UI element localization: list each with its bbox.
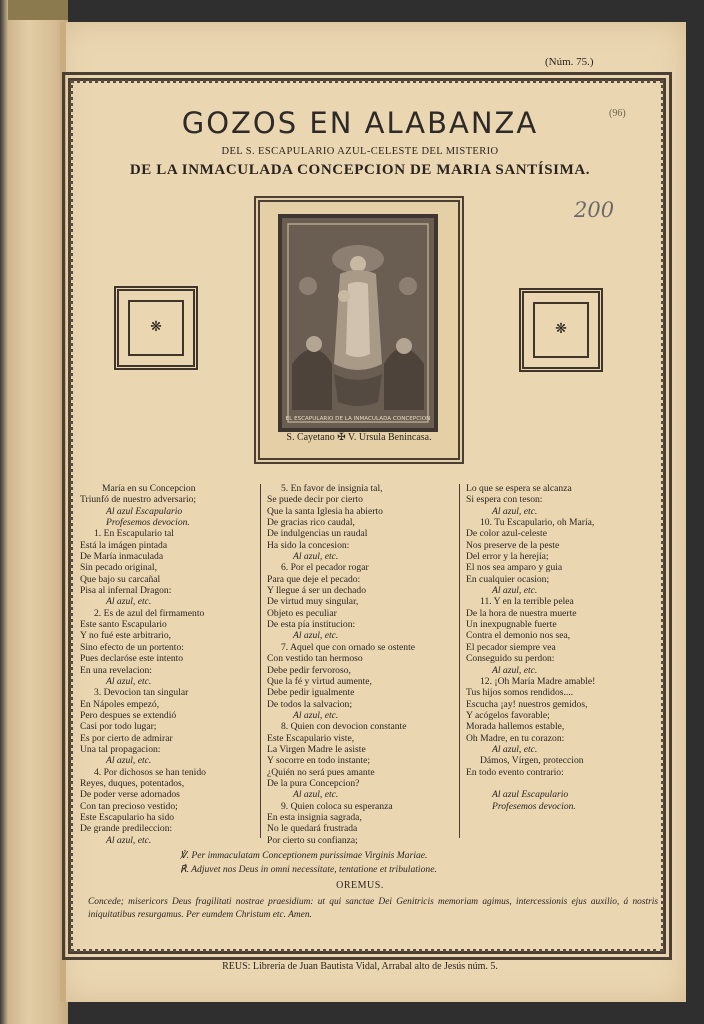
pencil-mark: 200 [574, 198, 615, 222]
verse-line: 10. Tu Escapulario, oh María, [480, 517, 595, 529]
book-binding [0, 0, 68, 1024]
verse-line: El pecador siempre vea [466, 641, 556, 653]
verse-line: Casi por todo lugar; [80, 721, 157, 733]
engraving-caption: S. Cayetano ✠ V. Úrsula Benincasa. [286, 432, 432, 443]
verse-line: Y no fué este arbitrario, [80, 630, 172, 642]
verse-line: De color azul-celeste [466, 528, 547, 540]
verse-column-1 [80, 483, 255, 846]
verse-line: 4. Por dichosos se han tenido [94, 766, 206, 778]
sheet-number: (Núm. 75.) [545, 56, 594, 68]
refrain-line: Profesemos devocion. [106, 517, 190, 529]
verse-line: Para que deje el pecado: [267, 573, 361, 585]
verse-line: 1. En Escapulario tal [94, 528, 174, 540]
verse-line: María en su Concepcion [102, 483, 196, 494]
response-line: ℟. Adjuvet nos Deus in omni necessitate, tentatione et tribulatione. [180, 864, 437, 875]
verse-line: En todo evento contrario: [466, 766, 564, 778]
verse-line: Se puede decir por cierto [267, 494, 363, 506]
verse-line: Nos preserve de la peste [466, 539, 560, 551]
left-ornament [114, 286, 198, 370]
verse-line: Una tal propagacion: [80, 743, 161, 755]
page-subtitle: DEL S. ESCAPULARIO AZUL-CELESTE DEL MISTERIO [221, 146, 499, 157]
refrain-line: Al azul, etc. [293, 630, 339, 642]
verse-line: Este santo Escapulario [80, 619, 167, 631]
verse-line: 7. Aquel que con ornado se ostente [281, 641, 416, 653]
verse-line: La Virgen Madre le asiste [267, 743, 366, 755]
verse-line: De indulgencias un raudal [267, 528, 368, 540]
verse-line: Tus hijos somos rendidos.... [466, 687, 574, 699]
refrain-line: Al azul Escapulario [106, 505, 183, 517]
verse-line: De virtud muy singular, [267, 596, 359, 608]
verse-line: Lo que se espera se alcanza [466, 483, 572, 494]
verse-line: Está la imágen pintada [80, 539, 168, 551]
verse-line: Debe pedir igualmente [267, 687, 355, 699]
verse-line: En Nápoles empezó, [80, 698, 160, 710]
column-divider [260, 484, 261, 838]
verse-line: 11. Y en la terrible pelea [480, 596, 574, 608]
verse-line: 2. Es de azul del firmamento [94, 607, 205, 619]
verse-line: De gracias rico caudal, [267, 517, 355, 529]
verse-line: Y socorre en todo instante; [267, 755, 371, 767]
refrain-line: Al azul, etc. [106, 675, 152, 687]
blank-line [466, 778, 666, 789]
refrain-line: Al azul, etc. [293, 709, 339, 721]
verse-line: De grande predileccion: [80, 823, 173, 835]
refrain-line: Al azul, etc. [492, 585, 538, 597]
verse-line: ¿Quién no será pues amante [267, 766, 375, 778]
verse-line: En cualquier ocasion; [466, 573, 550, 585]
refrain-line: Al azul, etc. [106, 596, 152, 608]
refrain-line: Al azul, etc. [492, 505, 538, 517]
verse-line: Sin pecado original, [80, 562, 157, 574]
verse-line: En esta insignia sagrada, [267, 811, 362, 823]
verse-line: Que la fé y virtud aumente, [267, 675, 372, 687]
page-subtitle-main: DE LA INMACULADA CONCEPCION DE MARIA SANTÍSIMA. [129, 162, 591, 178]
binding-tab [8, 0, 68, 20]
verse-line: Este Escapulario viste, [267, 732, 355, 744]
verse-line: Que bajo su carcañal [80, 573, 161, 585]
versicle-line: ℣. Per immaculatam Conceptionem purissimae Virginis Mariae. [180, 850, 428, 861]
ornament-icon: ❋ [555, 322, 567, 337]
verse-line: Escucha ¡ay! nuestros gemidos, [466, 698, 588, 710]
verse-line: Contra el demonio nos sea, [466, 630, 571, 642]
verse-line: Por cierto su confianza; [267, 834, 358, 846]
verse-line: 6. Por el pecador rogar [281, 562, 369, 574]
verse-line: De María inmaculada [80, 551, 164, 563]
verse-line: Pero despues se extendió [80, 709, 177, 721]
verse-line: Que la santa Iglesia ha abierto [267, 505, 383, 517]
verse-line: Sino efecto de un portento: [80, 641, 184, 653]
verse-line: Del error y la herejía; [466, 551, 549, 563]
verse-line: Debe pedir fervoroso, [267, 664, 351, 676]
verse-column-3 [466, 483, 666, 812]
verse-line: 8. Quien con devocion constante [281, 721, 407, 733]
verse-line: Y acógelos favorable; [466, 709, 550, 721]
printer-imprint: REUS: Librería de Juan Bautista Vidal, Arrabal alto de Jesús núm. 5. [222, 961, 498, 972]
verse-line: Morada hallemos estable, [466, 721, 565, 733]
refrain-line: Al azul, etc. [293, 789, 339, 801]
oremus-heading: OREMUS. [336, 880, 384, 891]
column-divider [459, 484, 460, 838]
verse-line: De la hora de nuestra muerte [466, 607, 577, 619]
verse-line: Con vestido tan hermoso [267, 653, 363, 665]
handwritten-number: (96) [609, 108, 626, 119]
verse-line: No le quedará frustrada [267, 823, 358, 835]
refrain-line: Al azul, etc. [106, 834, 152, 846]
refrain-line: Al azul, etc. [293, 551, 339, 563]
verse-line: De poder verse adornados [80, 789, 180, 801]
refrain-line: Al azul, etc. [492, 664, 538, 676]
verse-line: Pisa al infernal Dragon: [80, 585, 172, 597]
verse-line: Oh Madre, en tu corazon: [466, 732, 565, 744]
closing-prayer: Concede; misericors Deus fragilitati nostrae praesidium: ut qui sanctae Dei Genitricis memoriam agimus, intercessionis ejus auxilio, á nostris iniquitatibus resurgamus. Per eumdem Christum etc. Amen. [88, 897, 658, 920]
verse-line: De esta pía institucion: [267, 619, 356, 631]
verse-line: De todos la salvacion; [267, 698, 352, 710]
verse-line: 5. En favor de insignia tal, [281, 483, 383, 494]
page-title: GOZOS EN ALABANZA [181, 106, 539, 140]
refrain-line: Al azul, etc. [492, 743, 538, 755]
verse-line: Triunfó de nuestro adversario; [80, 494, 197, 506]
refrain-line: Profesemos devocion. [492, 800, 576, 812]
verse-line: Un inexpugnable fuerte [466, 619, 557, 631]
refrain-line: Al azul Escapulario [492, 789, 569, 801]
verse-line: 12. ¡Oh María Madre amable! [480, 675, 596, 687]
virgin-engraving-image [278, 214, 438, 432]
verse-line: Reyes, duques, potentados, [80, 777, 185, 789]
verse-column-2 [267, 483, 457, 846]
verse-line: Es por cierto de admirar [80, 732, 173, 744]
verse-line: Conseguido su perdon: [466, 653, 555, 665]
verse-line: Y llegue á ser un dechado [267, 585, 367, 597]
verse-line: El nos sea amparo y guia [466, 562, 563, 574]
engraving-inscription: EL ESCAPULARIO DE LA INMACULADA CONCEPCION [285, 416, 431, 422]
verse-line: Dámos, Vírgen, proteccion [480, 755, 584, 767]
verse-line: Este Escapulario ha sido [80, 811, 175, 823]
ornament-icon: ❋ [150, 320, 162, 335]
verse-line: Con tan precioso vestido; [80, 800, 178, 812]
verse-line: Pues declaróse este intento [80, 653, 184, 665]
verse-line: En una revelacion: [80, 664, 152, 676]
verse-line: 9. Quien coloca su esperanza [281, 800, 393, 812]
verse-line: Ha sido la concesion: [267, 539, 350, 551]
right-ornament [519, 288, 603, 372]
verse-line: De la pura Concepcion? [267, 777, 360, 789]
verse-line: 3. Devocion tan singular [94, 687, 189, 699]
verse-line: Si espera con teson: [466, 494, 543, 506]
refrain-line: Al azul, etc. [106, 755, 152, 767]
verse-line: Objeto es peculiar [267, 607, 337, 619]
